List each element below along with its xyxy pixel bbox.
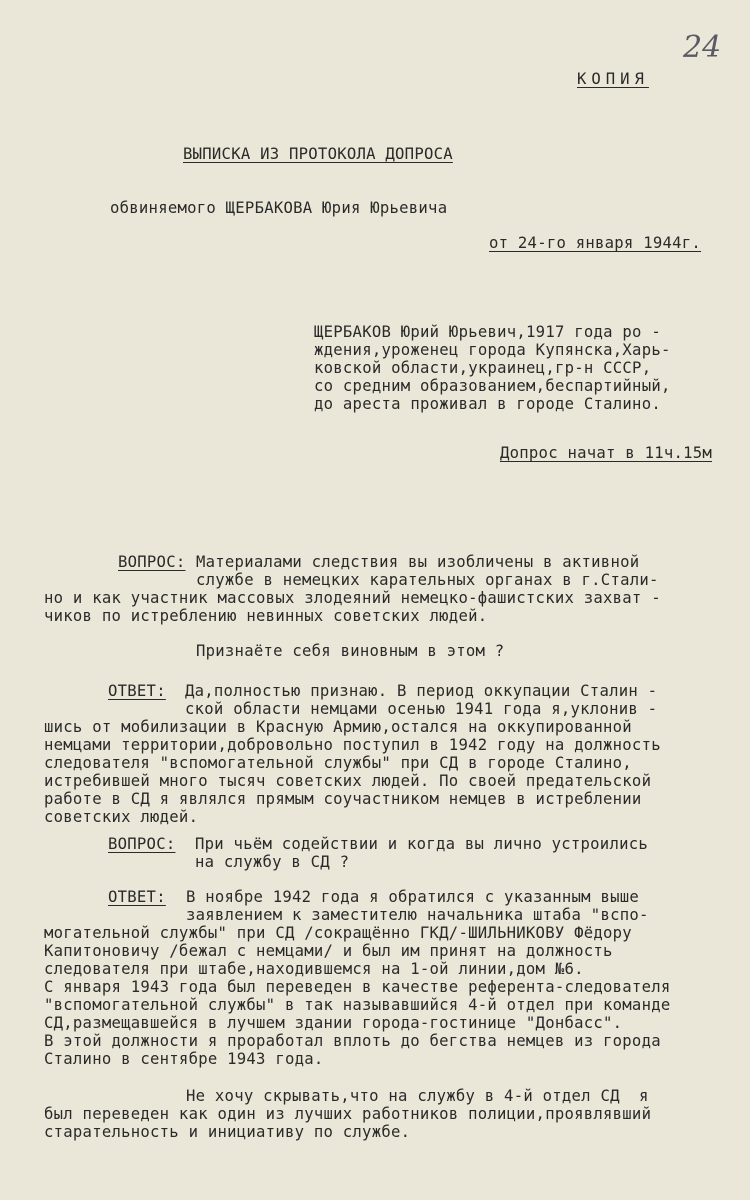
question-label: ВОПРОС: [108, 835, 176, 853]
answer-label: ОТВЕТ: [108, 682, 166, 700]
answer-text-line: С января 1943 года был переведен в качестве референта-следователя [44, 978, 671, 996]
copy-mark: КОПИЯ [577, 70, 649, 88]
interrogation-start-time: Допрос начат в 11ч.15м [500, 444, 713, 462]
question-label: ВОПРОС: [118, 553, 186, 571]
document-subtitle: обвиняемого ЩЕРБАКОВА Юрия Юрьевича [110, 199, 448, 217]
person-info-line: до ареста проживал в городе Сталино. [314, 395, 661, 413]
answer-text-line: Капитоновичу /бежал с немцами/ и был им принят на должность [44, 942, 613, 960]
question-text-line: на службу в СД ? [195, 853, 350, 871]
closing-text-line: был переведен как один из лучших работников полиции,проявлявший [44, 1105, 652, 1123]
closing-text-line: старательность и инициативу по службе. [44, 1123, 411, 1141]
question-text-line: но и как участник массовых злодеяний немецко-фашистских захват - [44, 589, 661, 607]
question-text-line: Материалами следствия вы изобличены в активной [196, 553, 640, 571]
person-info-line: со средним образованием,беспартийный, [314, 377, 671, 395]
answer-text-line: Сталино в сентябре 1943 года. [44, 1050, 324, 1068]
document-title: ВЫПИСКА ИЗ ПРОТОКОЛА ДОПРОСА [183, 145, 453, 163]
answer-text-line: ской области немцами осенью 1941 года я,уклонив - [185, 700, 658, 718]
question-text-line: чиков по истреблению невинных советских людей. [44, 607, 488, 625]
answer-text-line: следователя при штабе,находившемся на 1-ой линии,дом №6. [44, 960, 584, 978]
person-info-line: ковской области,украинец,гр-н СССР, [314, 359, 652, 377]
question-text-line: При чьём содействии и когда вы лично устроились [195, 835, 648, 853]
handwritten-page-number: 24 [683, 30, 722, 65]
answer-text-line: СД,размещавшейся в лучшем здании города-гостинице "Донбасс". [44, 1014, 623, 1032]
answer-text-line: В ноябре 1942 года я обратился с указанным выше [186, 888, 639, 906]
answer-text-line: работе в СД я являлся прямым соучастником немцев в истреблении [44, 790, 642, 808]
answer-text-line: В этой должности я проработал вплоть до бегства немцев из города [44, 1032, 661, 1050]
answer-text-line: Да,полностью признаю. В период оккупации Сталин - [185, 682, 658, 700]
answer-text-line: советских людей. [44, 808, 199, 826]
answer-text-line: шись от мобилизации в Красную Армию,остался на оккупированной [44, 718, 632, 736]
answer-text-line: следователя "вспомогательной службы" при СД в городе Сталино, [44, 754, 632, 772]
answer-label: ОТВЕТ: [108, 888, 166, 906]
answer-text-line: заявлением к заместителю начальника штаба "вспо- [186, 906, 649, 924]
answer-text-line: могательной службы" при СД /сокращённо ГКД/-ШИЛЬНИКОВУ Фёдору [44, 924, 632, 942]
answer-text-line: немцами территории,добровольно поступил в 1942 году на должность [44, 736, 661, 754]
interrogation-date: от 24-го января 1944г. [489, 234, 702, 252]
person-info-line: ЩЕРБАКОВ Юрий Юрьевич,1917 года ро - [314, 323, 661, 341]
closing-text-line: Не хочу скрывать,что на службу в 4-й отдел СД я [186, 1087, 649, 1105]
answer-text-line: "вспомогательной службы" в так называвшийся 4-й отдел при команде [44, 996, 671, 1014]
question-followup: Признаёте себя виновным в этом ? [196, 642, 505, 660]
answer-text-line: истребившей много тысяч советских людей. По своей предательской [44, 772, 652, 790]
person-info-line: ждения,уроженец города Купянска,Харь- [314, 341, 671, 359]
question-text-line: службе в немецких карательных органах в г.Стали- [196, 571, 659, 589]
